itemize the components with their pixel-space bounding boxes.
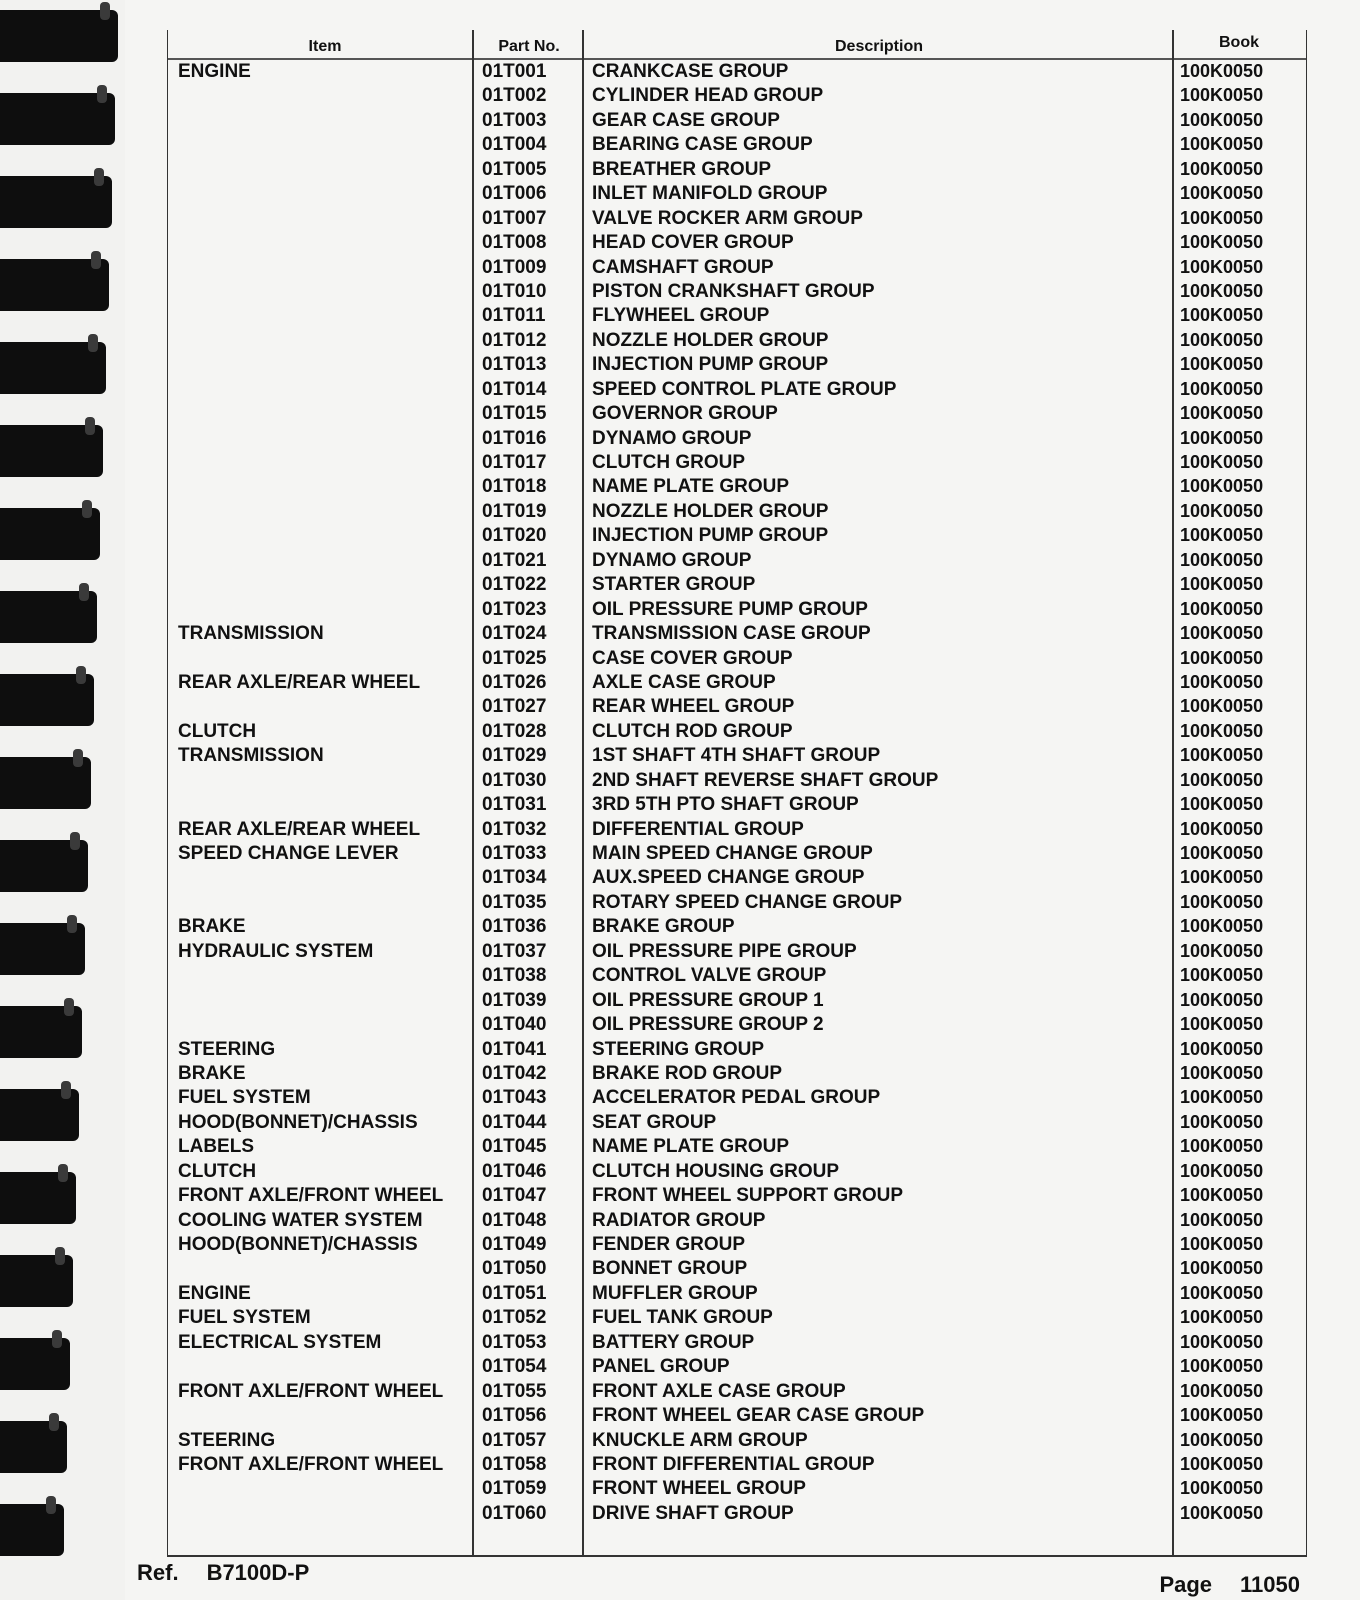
table-row xyxy=(168,1429,1306,1453)
row-book: 100K0050 xyxy=(1180,696,1264,717)
row-part-no: 01T018 xyxy=(482,476,547,498)
table-row xyxy=(168,1380,1306,1404)
row-item: ELECTRICAL SYSTEM xyxy=(178,1331,382,1353)
row-description: FRONT WHEEL SUPPORT GROUP xyxy=(592,1185,904,1207)
row-description: DYNAMO GROUP xyxy=(592,427,752,449)
row-part-no: 01T029 xyxy=(482,745,547,767)
row-part-no: 01T004 xyxy=(482,134,547,156)
row-item: STEERING xyxy=(178,1038,276,1060)
table-row xyxy=(168,1086,1306,1110)
row-description: FRONT WHEEL GEAR CASE GROUP xyxy=(592,1405,925,1427)
row-part-no: 01T022 xyxy=(482,574,547,596)
row-book: 100K0050 xyxy=(1180,818,1264,839)
row-part-no: 01T007 xyxy=(482,207,547,229)
table-row xyxy=(168,378,1306,402)
table-row xyxy=(168,1013,1306,1037)
binding-ring xyxy=(0,425,103,477)
table-row xyxy=(168,940,1306,964)
row-book: 100K0050 xyxy=(1180,305,1264,326)
binding-ring xyxy=(0,1006,82,1058)
row-part-no: 01T030 xyxy=(482,769,547,791)
row-item: STEERING xyxy=(178,1429,276,1451)
row-book: 100K0050 xyxy=(1180,500,1264,521)
row-part-no: 01T057 xyxy=(482,1429,547,1451)
table-row xyxy=(168,818,1306,842)
table-row xyxy=(168,842,1306,866)
table-row xyxy=(168,84,1306,108)
table-row xyxy=(168,256,1306,280)
row-part-no: 01T050 xyxy=(482,1258,547,1280)
row-part-no: 01T058 xyxy=(482,1453,547,1475)
binding-ring xyxy=(0,10,118,62)
ref-value: B7100D-P xyxy=(206,1560,310,1585)
table-row xyxy=(168,231,1306,255)
row-book: 100K0050 xyxy=(1180,207,1264,228)
table-row xyxy=(168,769,1306,793)
row-description: OIL PRESSURE GROUP 1 xyxy=(592,989,824,1011)
table-row xyxy=(168,329,1306,353)
table-row xyxy=(168,891,1306,915)
row-item: LABELS xyxy=(178,1136,254,1158)
row-part-no: 01T031 xyxy=(482,794,547,816)
row-book: 100K0050 xyxy=(1180,623,1264,644)
row-book: 100K0050 xyxy=(1180,549,1264,570)
table-row xyxy=(168,427,1306,451)
table-row xyxy=(168,964,1306,988)
row-book: 100K0050 xyxy=(1180,1502,1264,1523)
table-row xyxy=(168,744,1306,768)
row-item: ENGINE xyxy=(178,1282,251,1304)
row-book: 100K0050 xyxy=(1180,1087,1264,1108)
row-item: HOOD(BONNET)/CHASSIS xyxy=(178,1111,418,1133)
row-description: CLUTCH HOUSING GROUP xyxy=(592,1160,839,1182)
table-row xyxy=(168,451,1306,475)
row-book: 100K0050 xyxy=(1180,232,1264,253)
row-description: AUX.SPEED CHANGE GROUP xyxy=(592,867,865,889)
binding-ring xyxy=(0,93,115,145)
row-description: OIL PRESSURE PIPE GROUP xyxy=(592,940,857,962)
row-description: BREATHER GROUP xyxy=(592,158,772,180)
table-row xyxy=(168,1184,1306,1208)
row-part-no: 01T026 xyxy=(482,671,547,693)
row-description: CLUTCH GROUP xyxy=(592,452,746,473)
row-part-no: 01T016 xyxy=(482,427,547,449)
table-row xyxy=(168,1404,1306,1428)
header-book: Book xyxy=(1219,34,1259,51)
row-book: 100K0050 xyxy=(1180,1453,1264,1474)
row-book: 100K0050 xyxy=(1180,1111,1264,1132)
table-row xyxy=(168,60,1306,84)
row-part-no: 01T060 xyxy=(482,1502,547,1524)
row-part-no: 01T002 xyxy=(482,85,547,107)
row-book: 100K0050 xyxy=(1180,647,1264,668)
row-book: 100K0050 xyxy=(1180,965,1264,986)
row-description: PISTON CRANKSHAFT GROUP xyxy=(592,280,875,302)
row-part-no: 01T036 xyxy=(482,916,547,938)
table-row xyxy=(168,989,1306,1013)
binding-ring xyxy=(0,1338,70,1390)
table-row xyxy=(168,598,1306,622)
row-part-no: 01T047 xyxy=(482,1185,547,1207)
row-part-no: 01T046 xyxy=(482,1160,547,1182)
row-description: OIL PRESSURE PUMP GROUP xyxy=(592,598,868,620)
row-part-no: 01T013 xyxy=(482,354,547,376)
row-book: 100K0050 xyxy=(1180,354,1264,375)
header-description: Description xyxy=(834,38,923,55)
table-row xyxy=(168,647,1306,671)
binding-ring xyxy=(0,1504,64,1556)
row-description: NOZZLE HOLDER GROUP xyxy=(592,329,829,351)
row-part-no: 01T040 xyxy=(482,1014,547,1036)
table-row xyxy=(168,1306,1306,1330)
row-book: 100K0050 xyxy=(1180,574,1264,595)
row-part-no: 01T039 xyxy=(482,989,547,1011)
row-description: CASE COVER GROUP xyxy=(592,647,793,669)
binding-ring xyxy=(0,508,100,560)
table-row xyxy=(168,133,1306,157)
row-description: HEAD COVER GROUP xyxy=(592,232,794,254)
row-book: 100K0050 xyxy=(1180,1038,1264,1059)
row-description: BEARING CASE GROUP xyxy=(592,134,813,156)
table-row xyxy=(168,524,1306,548)
row-description: INJECTION PUMP GROUP xyxy=(592,525,829,547)
row-item: REAR AXLE/REAR WHEEL xyxy=(178,671,421,693)
row-part-no: 01T010 xyxy=(482,280,547,302)
row-book: 100K0050 xyxy=(1180,720,1264,741)
parts-table xyxy=(167,30,1307,1557)
row-book: 100K0050 xyxy=(1180,769,1264,790)
table-row xyxy=(168,353,1306,377)
row-part-no: 01T032 xyxy=(482,818,547,840)
table-row xyxy=(168,1257,1306,1281)
row-part-no: 01T009 xyxy=(482,256,547,278)
row-description: TRANSMISSION CASE GROUP xyxy=(592,623,871,645)
row-description: VALVE ROCKER ARM GROUP xyxy=(592,207,863,229)
row-item: BRAKE xyxy=(178,1062,246,1084)
row-part-no: 01T045 xyxy=(482,1136,547,1158)
row-book: 100K0050 xyxy=(1180,989,1264,1010)
row-item: FRONT AXLE/FRONT WHEEL xyxy=(178,1453,444,1475)
row-book: 100K0050 xyxy=(1180,452,1264,472)
binding-ring xyxy=(0,757,91,809)
row-part-no: 01T001 xyxy=(482,61,547,82)
row-item: COOLING WATER SYSTEM xyxy=(178,1209,423,1231)
row-description: NAME PLATE GROUP xyxy=(592,476,790,498)
row-description: 3RD 5TH PTO SHAFT GROUP xyxy=(592,794,859,816)
row-book: 100K0050 xyxy=(1180,329,1264,350)
row-part-no: 01T023 xyxy=(482,598,547,620)
row-part-no: 01T015 xyxy=(482,403,547,425)
row-item: CLUTCH xyxy=(178,1160,257,1182)
row-description: FRONT DIFFERENTIAL GROUP xyxy=(592,1453,875,1475)
binding-ring xyxy=(0,1089,79,1141)
table-row xyxy=(168,1282,1306,1306)
row-book: 100K0050 xyxy=(1180,1014,1264,1035)
row-description: BONNET GROUP xyxy=(592,1258,748,1280)
row-description: CRANKCASE GROUP xyxy=(592,61,789,82)
row-part-no: 01T055 xyxy=(482,1380,547,1402)
row-part-no: 01T028 xyxy=(482,720,547,742)
row-item: FUEL SYSTEM xyxy=(178,1307,311,1329)
row-part-no: 01T048 xyxy=(482,1209,547,1231)
row-part-no: 01T052 xyxy=(482,1307,547,1329)
table-row xyxy=(168,1502,1306,1526)
row-part-no: 01T014 xyxy=(482,378,547,400)
row-book: 100K0050 xyxy=(1180,158,1264,179)
row-item: TRANSMISSION xyxy=(178,623,324,645)
table-row xyxy=(168,866,1306,890)
table-row xyxy=(168,109,1306,133)
row-description: RADIATOR GROUP xyxy=(592,1209,766,1231)
row-book: 100K0050 xyxy=(1180,525,1264,546)
row-item: TRANSMISSION xyxy=(178,745,324,767)
binding-ring xyxy=(0,923,85,975)
row-part-no: 01T024 xyxy=(482,623,547,645)
row-part-no: 01T033 xyxy=(482,843,547,864)
table-row xyxy=(168,1331,1306,1355)
row-description: BRAKE GROUP xyxy=(592,916,735,938)
row-book: 100K0050 xyxy=(1180,1478,1264,1499)
row-description: CAMSHAFT GROUP xyxy=(592,256,774,278)
row-part-no: 01T044 xyxy=(482,1111,547,1133)
row-description: STEERING GROUP xyxy=(592,1038,765,1060)
row-book: 100K0050 xyxy=(1180,1209,1264,1230)
header-item: Item xyxy=(308,38,342,55)
row-description: INLET MANIFOLD GROUP xyxy=(592,183,828,205)
table-row xyxy=(168,695,1306,719)
row-item: FRONT AXLE/FRONT WHEEL xyxy=(178,1380,444,1402)
row-part-no: 01T008 xyxy=(482,232,547,254)
binding-ring xyxy=(0,342,106,394)
row-description: FLYWHEEL GROUP xyxy=(592,305,770,327)
row-part-no: 01T056 xyxy=(482,1405,547,1427)
table-row xyxy=(168,549,1306,573)
table-row xyxy=(168,182,1306,206)
row-item: BRAKE xyxy=(178,916,246,938)
row-item: CLUTCH xyxy=(178,720,257,742)
row-description: OIL PRESSURE GROUP 2 xyxy=(592,1014,824,1036)
row-book: 100K0050 xyxy=(1180,916,1264,937)
row-part-no: 01T011 xyxy=(482,305,546,327)
table-row xyxy=(168,475,1306,499)
ref-label: Ref. xyxy=(137,1560,179,1585)
table-row xyxy=(168,573,1306,597)
row-description: CONTROL VALVE GROUP xyxy=(592,965,827,987)
table-row xyxy=(168,720,1306,744)
row-book: 100K0050 xyxy=(1180,183,1264,204)
row-book: 100K0050 xyxy=(1180,1405,1264,1426)
row-book: 100K0050 xyxy=(1180,403,1264,424)
header-part-no: Part No. xyxy=(498,38,560,55)
row-description: SPEED CONTROL PLATE GROUP xyxy=(592,378,897,400)
row-description: KNUCKLE ARM GROUP xyxy=(592,1429,808,1451)
row-part-no: 01T038 xyxy=(482,965,547,987)
row-part-no: 01T019 xyxy=(482,500,547,522)
table-row xyxy=(168,1038,1306,1062)
row-description: DRIVE SHAFT GROUP xyxy=(592,1502,794,1524)
row-book: 100K0050 xyxy=(1180,940,1264,961)
row-part-no: 01T035 xyxy=(482,891,547,913)
row-part-no: 01T006 xyxy=(482,183,547,205)
row-part-no: 01T037 xyxy=(482,940,547,962)
row-book: 100K0050 xyxy=(1180,1429,1264,1450)
row-description: REAR WHEEL GROUP xyxy=(592,696,795,718)
row-book: 100K0050 xyxy=(1180,598,1264,619)
row-description: NOZZLE HOLDER GROUP xyxy=(592,500,829,522)
row-description: 2ND SHAFT REVERSE SHAFT GROUP xyxy=(592,769,939,791)
row-description: FRONT WHEEL GROUP xyxy=(592,1478,806,1500)
table-row xyxy=(168,1209,1306,1233)
row-description: FENDER GROUP xyxy=(592,1234,746,1255)
row-description: BRAKE ROD GROUP xyxy=(592,1062,783,1084)
binding-ring xyxy=(0,176,112,228)
row-part-no: 01T027 xyxy=(482,696,547,718)
binding-ring xyxy=(0,591,97,643)
spiral-binding xyxy=(0,0,125,1600)
table-row xyxy=(168,1062,1306,1086)
row-description: GOVERNOR GROUP xyxy=(592,403,778,425)
table-row xyxy=(168,793,1306,817)
row-description: CLUTCH ROD GROUP xyxy=(592,720,793,742)
table-header xyxy=(168,30,1306,60)
row-item: HOOD(BONNET)/CHASSIS xyxy=(178,1234,418,1255)
table-row xyxy=(168,1111,1306,1135)
row-item: FUEL SYSTEM xyxy=(178,1087,311,1109)
row-book: 100K0050 xyxy=(1180,1160,1264,1181)
binding-ring xyxy=(0,674,94,726)
table-row xyxy=(168,622,1306,646)
row-book: 100K0050 xyxy=(1180,745,1264,766)
row-description: AXLE CASE GROUP xyxy=(592,671,776,693)
page-value: 11050 xyxy=(1240,1572,1300,1597)
row-book: 100K0050 xyxy=(1180,85,1264,106)
row-item: HYDRAULIC SYSTEM xyxy=(178,940,374,962)
row-description: GEAR CASE GROUP xyxy=(592,109,780,131)
table-row xyxy=(168,304,1306,328)
row-description: NAME PLATE GROUP xyxy=(592,1136,790,1158)
row-description: MUFFLER GROUP xyxy=(592,1282,758,1304)
row-book: 100K0050 xyxy=(1180,843,1264,863)
table-row xyxy=(168,1135,1306,1159)
binding-ring xyxy=(0,840,88,892)
binding-ring xyxy=(0,1172,76,1224)
row-item: ENGINE xyxy=(178,61,251,82)
row-book: 100K0050 xyxy=(1180,109,1264,130)
row-description: BATTERY GROUP xyxy=(592,1331,755,1353)
binding-ring xyxy=(0,1421,67,1473)
table-row xyxy=(168,158,1306,182)
row-description: ROTARY SPEED CHANGE GROUP xyxy=(592,891,903,913)
row-part-no: 01T042 xyxy=(482,1062,547,1084)
row-description: SEAT GROUP xyxy=(592,1111,717,1133)
row-item: SPEED CHANGE LEVER xyxy=(178,843,399,864)
binding-ring xyxy=(0,1255,73,1307)
row-part-no: 01T017 xyxy=(482,452,547,473)
row-description: 1ST SHAFT 4TH SHAFT GROUP xyxy=(592,745,881,767)
row-part-no: 01T003 xyxy=(482,109,547,131)
row-part-no: 01T025 xyxy=(482,647,547,669)
row-book: 100K0050 xyxy=(1180,1331,1264,1352)
row-book: 100K0050 xyxy=(1180,476,1264,497)
row-book: 100K0050 xyxy=(1180,867,1264,888)
table-row xyxy=(168,1160,1306,1184)
table-row xyxy=(168,280,1306,304)
row-part-no: 01T059 xyxy=(482,1478,547,1500)
row-description: CYLINDER HEAD GROUP xyxy=(592,85,824,107)
binding-ring xyxy=(0,259,109,311)
row-book: 100K0050 xyxy=(1180,61,1264,81)
row-part-no: 01T005 xyxy=(482,158,547,180)
row-description: ACCELERATOR PEDAL GROUP xyxy=(592,1087,881,1109)
reference xyxy=(137,1560,337,1586)
row-description: DYNAMO GROUP xyxy=(592,549,752,571)
row-description: MAIN SPEED CHANGE GROUP xyxy=(592,843,873,864)
table-row xyxy=(168,1233,1306,1257)
row-part-no: 01T034 xyxy=(482,867,547,889)
table-row xyxy=(168,207,1306,231)
row-part-no: 01T053 xyxy=(482,1331,547,1353)
row-description: DIFFERENTIAL GROUP xyxy=(592,818,804,840)
row-description: STARTER GROUP xyxy=(592,574,756,596)
table-row xyxy=(168,402,1306,426)
row-description: PANEL GROUP xyxy=(592,1356,730,1378)
row-book: 100K0050 xyxy=(1180,1136,1264,1157)
row-part-no: 01T012 xyxy=(482,329,547,351)
table-row xyxy=(168,915,1306,939)
row-book: 100K0050 xyxy=(1180,794,1264,815)
row-book: 100K0050 xyxy=(1180,1062,1264,1083)
row-book: 100K0050 xyxy=(1180,1185,1264,1206)
row-part-no: 01T049 xyxy=(482,1234,547,1255)
row-book: 100K0050 xyxy=(1180,1234,1264,1254)
row-book: 100K0050 xyxy=(1180,1307,1264,1328)
row-book: 100K0050 xyxy=(1180,1258,1264,1279)
row-book: 100K0050 xyxy=(1180,427,1264,448)
row-description: FRONT AXLE CASE GROUP xyxy=(592,1380,846,1402)
row-description: FUEL TANK GROUP xyxy=(592,1307,773,1329)
row-item: REAR AXLE/REAR WHEEL xyxy=(178,818,421,840)
page-number xyxy=(1131,1572,1300,1598)
row-part-no: 01T043 xyxy=(482,1087,547,1109)
row-book: 100K0050 xyxy=(1180,671,1264,692)
row-part-no: 01T041 xyxy=(482,1038,547,1060)
row-book: 100K0050 xyxy=(1180,378,1264,399)
row-description: INJECTION PUMP GROUP xyxy=(592,354,829,376)
row-book: 100K0050 xyxy=(1180,891,1264,912)
row-book: 100K0050 xyxy=(1180,134,1264,155)
row-book: 100K0050 xyxy=(1180,256,1264,277)
row-book: 100K0050 xyxy=(1180,1380,1264,1401)
row-item: FRONT AXLE/FRONT WHEEL xyxy=(178,1185,444,1207)
row-part-no: 01T054 xyxy=(482,1356,547,1378)
row-part-no: 01T051 xyxy=(482,1282,547,1304)
table-row xyxy=(168,500,1306,524)
table-body xyxy=(168,60,1306,1526)
page-label: Page xyxy=(1159,1572,1213,1597)
row-book: 100K0050 xyxy=(1180,280,1264,301)
row-book: 100K0050 xyxy=(1180,1282,1264,1303)
row-part-no: 01T020 xyxy=(482,525,547,547)
table-row xyxy=(168,1453,1306,1477)
row-part-no: 01T021 xyxy=(482,549,547,571)
row-book: 100K0050 xyxy=(1180,1356,1264,1377)
parts-index-page xyxy=(125,0,1360,1600)
table-row xyxy=(168,671,1306,695)
table-row xyxy=(168,1355,1306,1379)
table-row xyxy=(168,1477,1306,1501)
